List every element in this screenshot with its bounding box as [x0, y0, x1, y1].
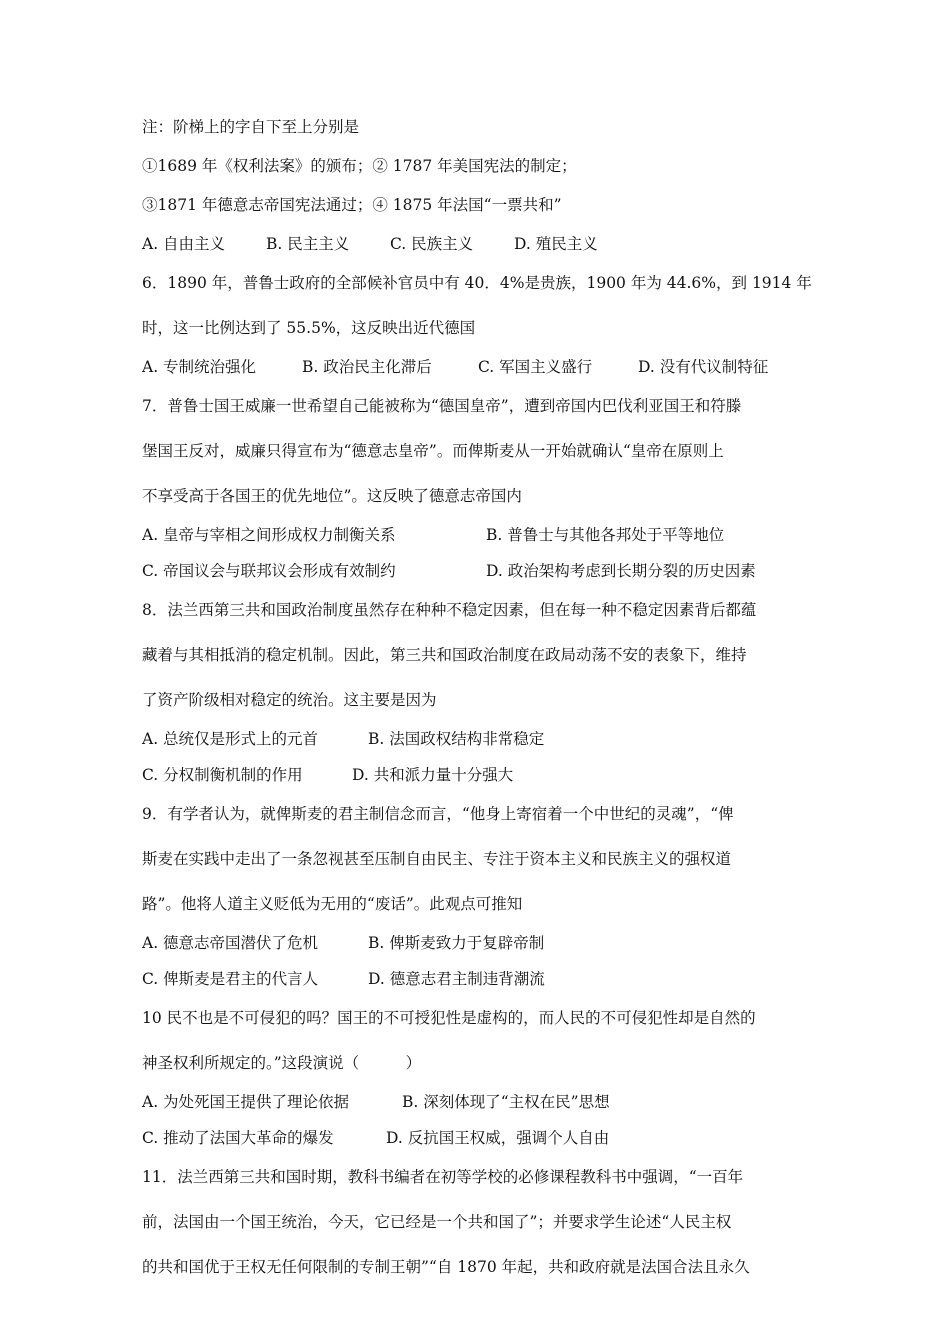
q7-line-2: 堡国王反对，威廉只得宣布为“德意志皇帝”。而俾斯麦从一开始就确认“皇帝在原则上: [142, 442, 724, 460]
note-line-2: ①1689 年《权利法案》的颁布；② 1787 年美国宪法的制定；: [142, 157, 577, 175]
option-d: D. 共和派力量十分强大: [352, 766, 514, 784]
q8-line-2: 藏着与其相抵消的稳定机制。因此，第三共和国政治制度在政局动荡不安的表象下，维持: [142, 646, 747, 664]
q11-line-3: 的共和国优于王权无任何限制的专制王朝”“自 1870 年起，共和政府就是法国合法且永久: [142, 1258, 750, 1276]
option-a: A. 皇帝与宰相之间形成权力制衡关系: [142, 526, 396, 544]
note-options: [142, 235, 808, 254]
q6-options: [142, 358, 808, 377]
q10-line-1: 10 民不也是不可侵犯的吗？国王的不可授犯性是虚构的，而人民的不可侵犯性却是自然的: [142, 1009, 756, 1027]
option-c: C. 军国主义盛行: [478, 358, 593, 376]
q11-line-2: 前，法国由一个国王统治，今天，它已经是一个共和国了”；并要求学生论述“人民主权: [142, 1213, 732, 1231]
q9-line-2: 斯麦在实践中走出了一条忽视甚至压制自由民主、专注于资本主义和民族主义的强权道: [142, 850, 732, 868]
option-a: A. 专制统治强化: [142, 358, 257, 376]
option-c: C. 推动了法国大革命的爆发: [142, 1129, 334, 1147]
option-d: D. 反抗国王权威，强调个人自由: [386, 1129, 610, 1147]
option-c: C. 帝国议会与联邦议会形成有效制约: [142, 562, 396, 580]
option-b: B. 深刻体现了“主权在民”思想: [402, 1093, 610, 1111]
option-b: B. 俾斯麦致力于复辟帝制: [368, 934, 545, 952]
option-b: B. 民主主义: [266, 235, 350, 253]
q9-line-3: 路”。他将人道主义贬低为无用的“废话”。此观点可推知: [142, 895, 523, 913]
q8-options-row-1: [142, 730, 808, 749]
option-b: B. 政治民主化滞后: [302, 358, 432, 376]
q10-options-row-1: [142, 1093, 808, 1112]
option-d: D. 德意志君主制违背潮流: [368, 970, 545, 988]
q8-line-1: 8．法兰西第三共和国政治制度虽然存在种种不稳定因素，但在每一种不稳定因素背后都蕴: [142, 601, 757, 619]
note-line-1: 注：阶梯上的字自下至上分别是: [142, 118, 360, 136]
option-a: A. 德意志帝国潜伏了危机: [142, 934, 319, 952]
q10-options-row-2: [142, 1129, 808, 1148]
option-b: B. 普鲁士与其他各邦处于平等地位: [486, 526, 725, 544]
q7-options-row-2: [142, 562, 808, 581]
option-b: B. 法国政权结构非常稳定: [368, 730, 545, 748]
option-a: A. 总统仅是形式上的元首: [142, 730, 319, 748]
option-c: C. 民族主义: [390, 235, 474, 253]
q9-line-1: 9．有学者认为，就俾斯麦的君主制信念而言，“他身上寄宿着一个中世纪的灵魂”，“俾: [142, 805, 734, 823]
q8-options-row-2: [142, 766, 808, 785]
option-a: A. 自由主义: [142, 235, 226, 253]
option-c: C. 俾斯麦是君主的代言人: [142, 970, 319, 988]
q7-options-row-1: [142, 526, 808, 545]
option-d: D. 政治架构考虑到长期分裂的历史因素: [486, 562, 756, 580]
option-d: D. 没有代议制特征: [638, 358, 769, 376]
q6-line-2: 时，这一比例达到了 55.5%，这反映出近代德国: [142, 319, 476, 337]
q10-line-2: 神圣权利所规定的。”这段演说（ ）: [142, 1054, 422, 1072]
q9-options-row-1: [142, 934, 808, 953]
option-a: A. 为处死国王提供了理论依据: [142, 1093, 350, 1111]
option-c: C. 分权制衡机制的作用: [142, 766, 303, 784]
q6-line-1: 6．1890 年，普鲁士政府的全部候补官员中有 40．4%是贵族，1900 年为 44.6%，到 1914 年: [142, 274, 812, 292]
q7-line-3: 不享受高于各国王的优先地位”。这反映了德意志帝国内: [142, 487, 522, 505]
q11-line-1: 11．法兰西第三共和国时期，教科书编者在初等学校的必修课程教科书中强调，“一百年: [142, 1168, 744, 1186]
q7-line-1: 7．普鲁士国王威廉一世希望自己能被称为“德国皇帝”，遭到帝国内巴伐利亚国王和符滕: [142, 397, 742, 415]
document-body: [142, 118, 812, 1277]
q9-options-row-2: [142, 970, 808, 989]
note-line-3: ③1871 年德意志帝国宪法通过；④ 1875 年法国“一票共和”: [142, 196, 562, 214]
q8-line-3: 了资产阶级相对稳定的统治。这主要是因为: [142, 691, 437, 709]
option-d: D. 殖民主义: [514, 235, 598, 253]
